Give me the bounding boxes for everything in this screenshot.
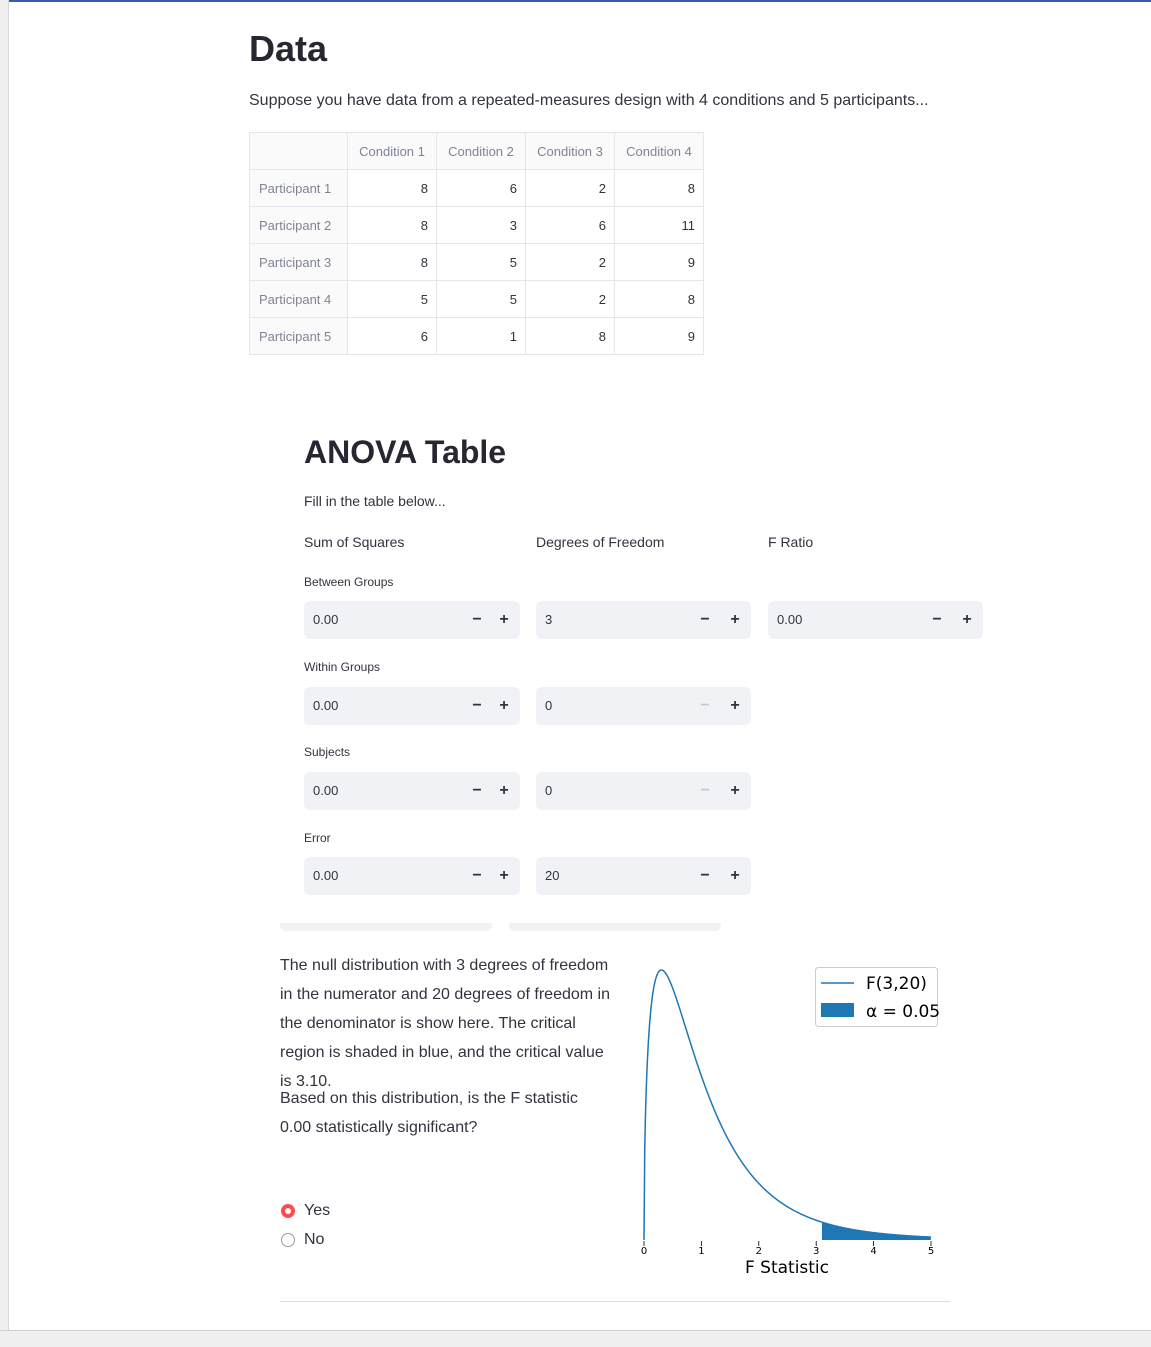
section-divider — [280, 1301, 950, 1302]
legend-fill-marker — [821, 1003, 854, 1017]
radio-selected-icon[interactable] — [281, 1204, 295, 1218]
x-axis-tick-label: 3 — [813, 1246, 820, 1257]
subjects-df-value[interactable]: 0 — [545, 783, 553, 798]
within-df-input[interactable] — [536, 687, 751, 725]
radio-unselected-icon[interactable] — [281, 1233, 295, 1247]
anova-instructions: Fill in the table below... — [304, 493, 446, 509]
table-row — [250, 281, 704, 318]
f-ratio-value[interactable]: 0.00 — [777, 612, 803, 627]
error-df-decrement-button[interactable]: − — [700, 867, 710, 884]
anova-heading: ANOVA Table — [304, 434, 507, 470]
table-cell: 5 — [437, 244, 526, 281]
table-cell: 2 — [526, 281, 615, 318]
between-df-value[interactable]: 3 — [545, 612, 553, 627]
table-row — [250, 207, 704, 244]
within-df-value[interactable]: 0 — [545, 698, 553, 713]
error-df-increment-button[interactable]: + — [730, 867, 740, 884]
table-cell: 8 — [615, 281, 704, 318]
subjects-ss-value[interactable]: 0.00 — [313, 783, 339, 798]
between-ss-input[interactable] — [304, 601, 520, 639]
partial-input-edge — [509, 923, 721, 931]
f-ratio-decrement-button[interactable]: − — [932, 611, 942, 628]
f-ratio-increment-button[interactable]: + — [962, 611, 972, 628]
error-ss-value[interactable]: 0.00 — [313, 868, 339, 883]
subjects-label: Subjects — [304, 745, 351, 759]
column-header[interactable]: Condition 2 — [437, 133, 526, 170]
x-axis-tick-label: 4 — [870, 1246, 877, 1257]
error-label: Error — [304, 831, 331, 845]
horizontal-scrollbar[interactable] — [0, 1330, 1151, 1347]
table-cell: 5 — [348, 281, 437, 318]
significance-question: Based on this distribution, is the F statistic 0.00 statistically significant? — [280, 1090, 578, 1136]
table-cell: 6 — [348, 318, 437, 355]
table-cell: 5 — [437, 281, 526, 318]
row-header: Participant 1 — [250, 170, 348, 207]
column-header[interactable]: Condition 3 — [526, 133, 615, 170]
table-row — [250, 170, 704, 207]
between-ss-decrement-button[interactable]: − — [472, 611, 482, 628]
f-distribution-chart — [600, 940, 960, 1285]
sum-of-squares-header: Sum of Squares — [304, 534, 405, 550]
left-scroll-gutter — [0, 0, 9, 1330]
table-cell: 2 — [526, 244, 615, 281]
x-axis-label: F Statistic — [744, 1258, 830, 1278]
partial-input-edge — [280, 923, 492, 931]
data-heading: Data — [249, 28, 328, 69]
between-df-increment-button[interactable]: + — [730, 611, 740, 628]
x-axis-tick-label: 1 — [698, 1246, 705, 1257]
subjects-df-input[interactable] — [536, 772, 751, 810]
data-intro-text: Suppose you have data from a repeated-measures design with 4 conditions and 5 participants... — [249, 92, 929, 109]
error-ss-decrement-button[interactable]: − — [472, 867, 482, 884]
table-cell: 9 — [615, 244, 704, 281]
row-header: Participant 2 — [250, 207, 348, 244]
error-df-value[interactable]: 20 — [545, 868, 560, 883]
subjects-ss-decrement-button[interactable]: − — [472, 782, 482, 799]
radio-option-no[interactable] — [281, 1231, 324, 1249]
table-cell: 8 — [348, 207, 437, 244]
legend-entry-critical-region: α = 0.05 — [866, 1002, 941, 1022]
table-row — [250, 244, 704, 281]
table-cell: 9 — [615, 318, 704, 355]
table-cell: 1 — [437, 318, 526, 355]
table-cell: 8 — [348, 170, 437, 207]
within-ss-input[interactable] — [304, 687, 520, 725]
row-header: Participant 4 — [250, 281, 348, 318]
error-ss-input[interactable] — [304, 857, 520, 895]
table-cell: 11 — [615, 207, 704, 244]
radio-label[interactable]: Yes — [304, 1202, 331, 1219]
legend-entry-series: F(3,20) — [866, 974, 927, 994]
within-df-increment-button[interactable]: + — [730, 697, 740, 714]
data-table — [249, 132, 704, 355]
radio-label[interactable]: No — [304, 1231, 325, 1248]
window-top-border — [0, 0, 1151, 2]
critical-region-fill — [822, 1222, 931, 1240]
column-header[interactable]: Condition 4 — [615, 133, 704, 170]
within-ss-value[interactable]: 0.00 — [313, 698, 339, 713]
table-cell: 8 — [526, 318, 615, 355]
within-ss-decrement-button[interactable]: − — [472, 697, 482, 714]
x-axis-tick-label: 0 — [640, 1246, 648, 1257]
table-cell: 6 — [437, 170, 526, 207]
table-row — [250, 318, 704, 355]
row-header: Participant 5 — [250, 318, 348, 355]
within-df-decrement-button[interactable]: − — [700, 697, 710, 714]
x-axis-tick-label: 2 — [755, 1246, 762, 1257]
table-cell: 2 — [526, 170, 615, 207]
between-df-decrement-button[interactable]: − — [700, 611, 710, 628]
between-ss-increment-button[interactable]: + — [499, 611, 509, 628]
subjects-ss-increment-button[interactable]: + — [499, 782, 509, 799]
table-cell: 6 — [526, 207, 615, 244]
error-ss-increment-button[interactable]: + — [499, 867, 509, 884]
between-df-input[interactable] — [536, 601, 751, 639]
legend — [816, 968, 941, 1027]
f-ratio-header: F Ratio — [768, 534, 814, 550]
between-ss-value[interactable]: 0.00 — [313, 612, 339, 627]
error-df-input[interactable] — [536, 857, 751, 895]
table-cell: 8 — [615, 170, 704, 207]
within-ss-increment-button[interactable]: + — [499, 697, 509, 714]
degrees-of-freedom-header: Degrees of Freedom — [536, 534, 665, 550]
table-cell: 8 — [348, 244, 437, 281]
radio-option-yes[interactable] — [281, 1202, 330, 1220]
subjects-df-decrement-button[interactable]: − — [700, 782, 710, 799]
row-header: Participant 3 — [250, 244, 348, 281]
subjects-df-increment-button[interactable]: + — [730, 782, 740, 799]
between-groups-label: Between Groups — [304, 575, 394, 589]
table-cell: 3 — [437, 207, 526, 244]
column-header[interactable]: Condition 1 — [348, 133, 437, 170]
null-distribution-description: The null distribution with 3 degrees of freedom in the numerator and 20 degrees of freedom in the denominator is show here. The critical region is shaded in blue, and the critical value is 3.10. — [280, 957, 610, 1090]
x-axis-tick-label: 5 — [927, 1246, 935, 1257]
within-groups-label: Within Groups — [304, 660, 381, 674]
f-ratio-input[interactable] — [768, 601, 983, 639]
table-corner — [250, 133, 348, 170]
subjects-ss-input[interactable] — [304, 772, 520, 810]
